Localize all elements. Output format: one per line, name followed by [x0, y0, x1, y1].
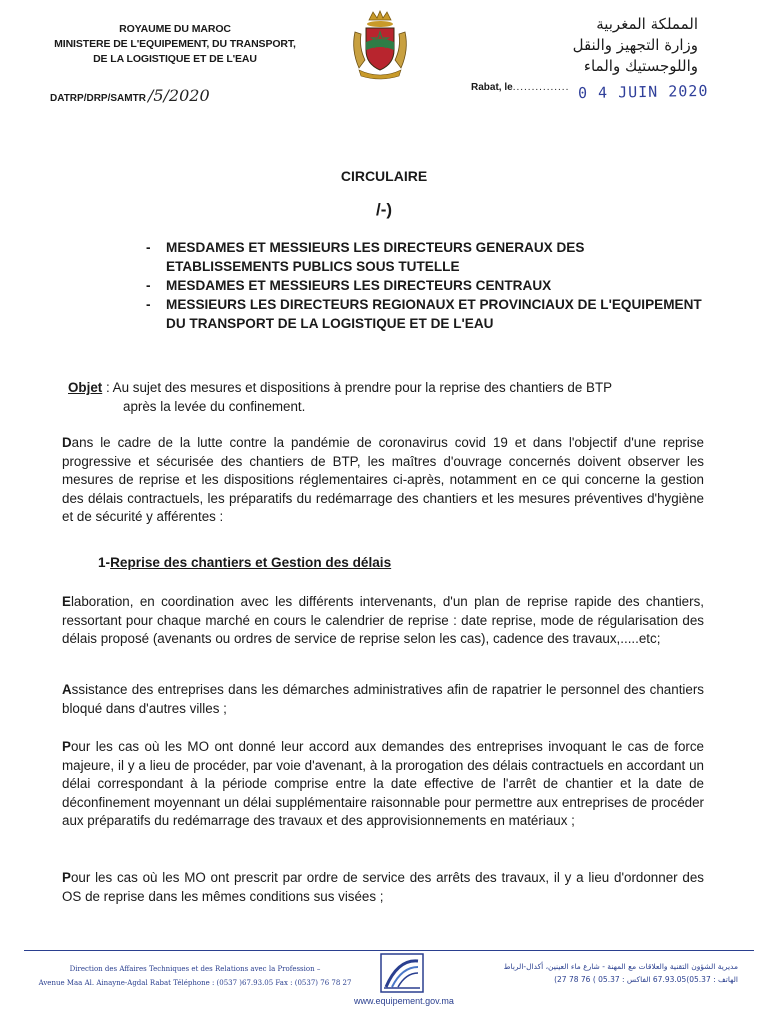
paragraph-text: ans le cadre de la lutte contre la pandémie de coronavirus covid 19 et dans l'objectif d'une reprise progressive et sécurisée des chantiers de BTP, les maîtres d'ouvrage concernés doivent observer les mesures de reprise et les dispositions réglementaires ci-après, notamment en ce qui concerne la gestion des délais contractuels, les préparatifs du redémarrage des chantiers et les mesures préventives d'hygiène et de sécurité y afférentes : [62, 435, 704, 525]
addressee-item: - MESDAMES ET MESSIEURS LES DIRECTEURS GENERAUX DES ETABLISSEMENTS PUBLICS SOUS TUTELLE [144, 238, 704, 276]
header-line: ROYAUME DU MAROC [119, 23, 231, 35]
ministry-header-fr [40, 22, 310, 67]
intro-paragraph [62, 434, 704, 527]
header-line-ar: وزارة التجهيز والنقل [572, 36, 698, 54]
reference-number [50, 86, 210, 105]
addressee-item: - MESDAMES ET MESSIEURS LES DIRECTEURS CENTRAUX [144, 276, 704, 295]
rabat-label: Rabat, le [471, 82, 513, 93]
reference-handwritten: /5/2020 [147, 86, 210, 105]
addressee-list [144, 238, 704, 333]
footer-address-fr [30, 962, 360, 990]
paragraph-elaboration [62, 593, 704, 649]
addressee-item: - MESSIEURS LES DIRECTEURS REGIONAUX ET PROVINCIAUX DE L'EQUIPEMENT DU TRANSPORT DE LA LOGISTIQUE ET DE L'EAU [144, 295, 704, 333]
date-blank: ............... [512, 82, 570, 93]
section-title: Reprise des chantiers et Gestion des délais [110, 555, 392, 570]
drop-letter: P [62, 739, 71, 754]
subject-text-continued: après la levée du confinement. [123, 399, 306, 414]
footer-address-ar [448, 960, 738, 986]
header-line: DE LA LOGISTIQUE ET DE L'EAU [93, 53, 257, 65]
subject-label: Objet [68, 380, 103, 395]
subject-separator: : [102, 380, 113, 395]
section-heading [98, 555, 391, 570]
place-date-line [471, 82, 569, 93]
coat-of-arms-icon [349, 10, 411, 80]
paragraph-ordres-service [62, 869, 704, 906]
paragraph-text: laboration, en coordination avec les différents intervenants, d'un plan de reprise rapide des chantiers, ressortant pour chaque marché en cours le calendrier de reprise : date reprise, mode de régularisation des délais proposé (avenants ou ordres de service de reprise selon les cas), cadence des travaux,.....etc; [62, 594, 704, 647]
header-line: MINISTERE DE L'EQUIPEMENT, DU TRANSPORT, [54, 38, 296, 50]
footer-line-ar: مديرية الشؤون التقنية والعلاقات مع المهنة - شارع ماء العينين، أكدال-الرباط [503, 962, 738, 971]
footer-line: Avenue Maa Al. Ainayne-Agdal Rabat Téléphone : (0537 )67.93.05 Fax : (0537) 76 78 27 [38, 979, 352, 987]
drop-letter: D [62, 435, 72, 450]
reference-code: DATRP/DRP/SAMTR [50, 93, 146, 104]
ministry-logo-icon [380, 953, 424, 993]
paragraph-text: our les cas où les MO ont prescrit par ordre de service des arrêts des travaux, il y a lieu d'ordonner des OS de reprise dans les mêmes conditions sus visées ; [62, 870, 704, 904]
footer-website: www.equipement.gov.ma [354, 996, 454, 1006]
subject-text: Au sujet des mesures et dispositions à prendre pour la reprise des chantiers de BTP [112, 380, 613, 395]
header-line-ar: المملكة المغربية [596, 15, 698, 33]
paragraph-text: our les cas où les MO ont donné leur accord aux demandes des entreprises invoquant le cas de force majeure, il y a lieu de procéder, par voie d'avenant, à la prorogation des délais contractuels en accordant un délai correspondant à la période comprise entre la date effective de l'arrêt de chantier et la date de déconfinement moyennant un délai supplémentaire raisonnable pour permettre aux entreprises de procéder aux préparatifs du redémarrage des travaux et des approvisionnements en matériaux ; [62, 739, 704, 829]
document-title: CIRCULAIRE [340, 168, 428, 184]
section-number: 1- [98, 555, 111, 570]
drop-letter: A [62, 682, 72, 697]
date-stamp: 0 4 JUIN 2020 [577, 81, 709, 103]
drop-letter: E [62, 594, 71, 609]
footer-line-ar: الهاتف : 05.37)67.93.05 الفاكس : 05.37 ) 76 78 27) [554, 975, 738, 984]
circular-number: /-) [375, 200, 393, 219]
drop-letter: P [62, 870, 71, 885]
paragraph-text: ssistance des entreprises dans les démarches administratives afin de rapatrier le personnel des chantiers bloqué dans d'autres villes ; [62, 682, 704, 716]
ministry-header-ar [498, 14, 698, 77]
subject-line [68, 378, 708, 416]
paragraph-force-majeure [62, 738, 704, 831]
header-line-ar: واللوجستيك والماء [583, 57, 698, 75]
footer-divider [24, 950, 754, 951]
paragraph-assistance [62, 681, 704, 718]
footer-line: Direction des Affaires Techniques et des Relations avec la Profession – [69, 965, 321, 973]
